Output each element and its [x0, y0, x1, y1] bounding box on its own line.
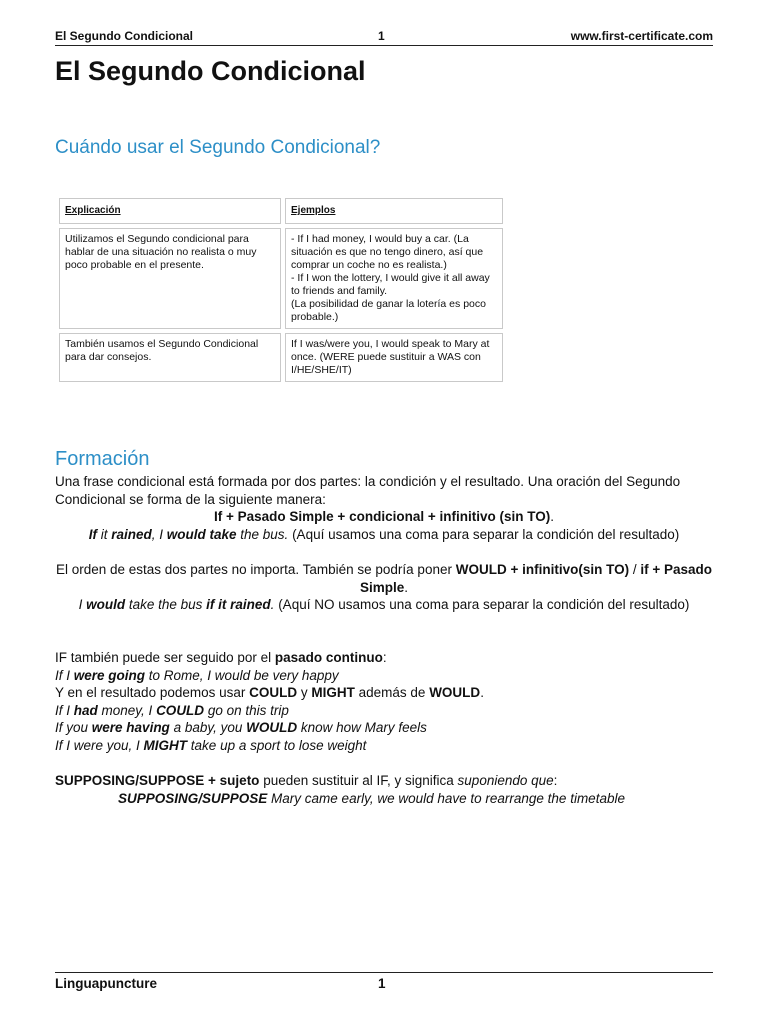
section-heading-when: Cuándo usar el Segundo Condicional?	[55, 137, 381, 158]
continuous-line: IF también puede ser seguido por el pasado continuo:	[55, 649, 387, 665]
table-cell-explanation: Utilizamos el Segundo condicional para hablar de una situación no realista o muy poco probable en el presente.	[59, 228, 281, 329]
example-line-2: I would take the bus if it rained. (Aquí NO usamos una coma para separar la condición del resultado)	[78, 597, 690, 613]
example-line: (La posibilidad de ganar la lotería es poco probable.)	[291, 298, 486, 323]
table-header-explanation: Explicación	[59, 198, 281, 224]
example-line: - If I won the lottery, I would give it all away to friends and family.	[291, 272, 490, 297]
formula-rule: If + Pasado Simple + condicional + infinitivo (sin TO)	[214, 509, 551, 525]
example-line: - If I had money, I would buy a car. (La situación es que no tengo dinero, así que comprar un coche no es realista.)	[291, 233, 484, 271]
table-header-examples: Ejemplos	[285, 198, 503, 224]
order-paragraph: El orden de estas dos partes no importa. También se podría poner WOULD + infinitivo(sin TO) / if + Pasado Simple.	[55, 561, 713, 595]
header-website: www.first-certificate.com	[570, 29, 713, 43]
example-line-4: If I had money, I COULD go on this trip	[55, 702, 289, 718]
section-heading-formation: Formación	[55, 448, 150, 470]
header-page-number: 1	[378, 29, 385, 43]
explanation-table	[55, 194, 507, 386]
header-title: El Segundo Condicional	[55, 29, 193, 43]
example-line-5: If you were having a baby, you WOULD know how Mary feels	[55, 720, 427, 736]
footer-page-number: 1	[378, 976, 386, 991]
intro-paragraph: Una frase condicional está formada por dos partes: la condición y el resultado. Una oración del Segundo Condicional se forma de la siguiente manera:	[55, 474, 681, 507]
formation-body	[55, 473, 713, 807]
footer-divider	[55, 972, 713, 973]
supposing-example: SUPPOSING/SUPPOSE Mary came early, we would have to rearrange the timetable	[118, 790, 625, 806]
header-divider	[55, 45, 713, 46]
table-row	[59, 333, 503, 382]
example-line-1: If it rained, I would take the bus. (Aquí usamos una coma para separar la condición del resultado)	[88, 526, 680, 542]
formula-line: If + Pasado Simple + condicional + infinitivo (sin TO).	[214, 509, 554, 525]
table-header-row	[59, 198, 503, 224]
table-row	[59, 228, 503, 329]
example-line-6: If I were you, I MIGHT take up a sport to lose weight	[55, 737, 367, 753]
supposing-line: SUPPOSING/SUPPOSE + sujeto pueden sustituir al IF, y significa suponiendo que:	[55, 773, 558, 789]
page-title: El Segundo Condicional	[55, 56, 366, 86]
table-cell-examples	[285, 228, 503, 329]
table-cell-explanation: También usamos el Segundo Condicional para dar consejos.	[59, 333, 281, 382]
could-might-line: Y en el resultado podemos usar COULD y MIGHT además de WOULD.	[55, 685, 484, 701]
footer-brand: Linguapuncture	[55, 976, 157, 991]
table-cell-examples	[285, 333, 503, 382]
example-line: If I was/were you, I would speak to Mary at once. (WERE puede sustituir a WAS con I/HE/SHE/IT)	[291, 338, 490, 376]
example-line-3: If I were going to Rome, I would be very happy	[55, 667, 339, 683]
